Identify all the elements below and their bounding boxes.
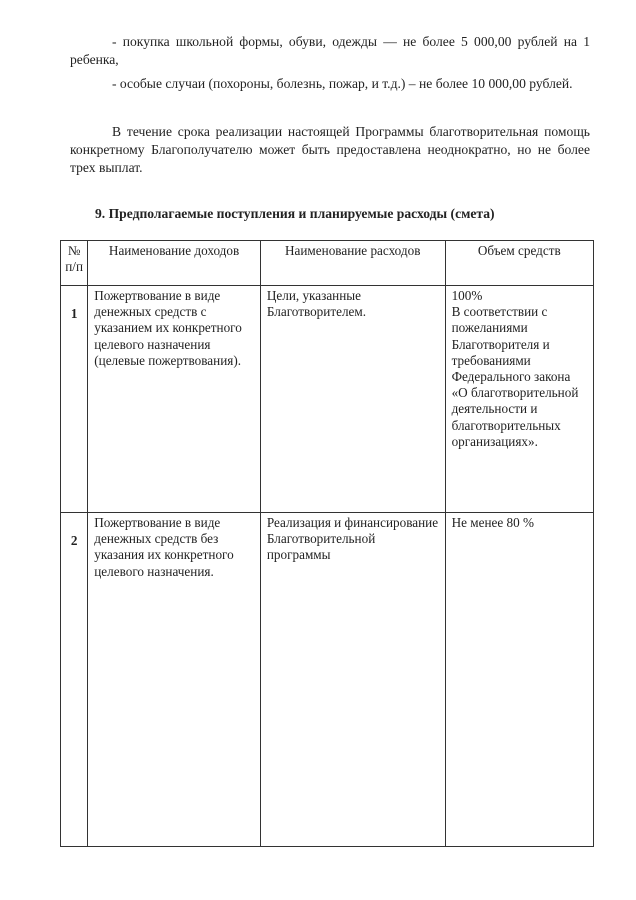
row-income: Пожертвование в виде денежных средств без указания их конкретного целевого назначения. — [88, 513, 261, 847]
row-volume-percent: 100% — [451, 288, 483, 303]
header-income: Наименование доходов — [88, 241, 261, 286]
header-number: № п/п — [61, 241, 88, 286]
table-row — [61, 286, 594, 513]
row-volume — [445, 513, 593, 847]
paragraph-special-cases: - особые случаи (похороны, болезнь, пожар, и т.д.) – не более 10 000,00 рублей. — [112, 76, 573, 91]
row-expense: Цели, указанные Благотворителем. — [260, 286, 445, 513]
section-heading: 9. Предполагаемые поступления и планируемые расходы (смета) — [95, 206, 495, 221]
row-volume — [445, 286, 593, 513]
table-row — [61, 513, 594, 847]
row-number: 1 — [61, 286, 88, 513]
table-header-row — [61, 241, 594, 286]
row-volume-note: В соответствии с пожеланиями Благотворителя и требованиями Федерального закона «О благотворительной деятельности и благотворительных организациях». — [451, 304, 579, 449]
row-income: Пожертвование в виде денежных средств с указанием их конкретного целевого назначения (целевые пожертвования). — [88, 286, 261, 513]
header-volume: Объем средств — [445, 241, 593, 286]
row-expense: Реализация и финансирование Благотворительной программы — [260, 513, 445, 847]
budget-table — [60, 240, 594, 847]
row-number: 2 — [61, 513, 88, 847]
row-volume-percent: Не менее 80 % — [451, 515, 534, 530]
paragraph-school-uniform: - покупка школьной формы, обуви, одежды — не более 5 000,00 рублей на 1 ребенка, — [70, 34, 590, 67]
header-expense: Наименование расходов — [260, 241, 445, 286]
paragraph-program-term: В течение срока реализации настоящей Программы благотворительная помощь конкретному Благополучателю может быть предоставлена неоднократно, но не более трех выплат. — [70, 124, 590, 175]
